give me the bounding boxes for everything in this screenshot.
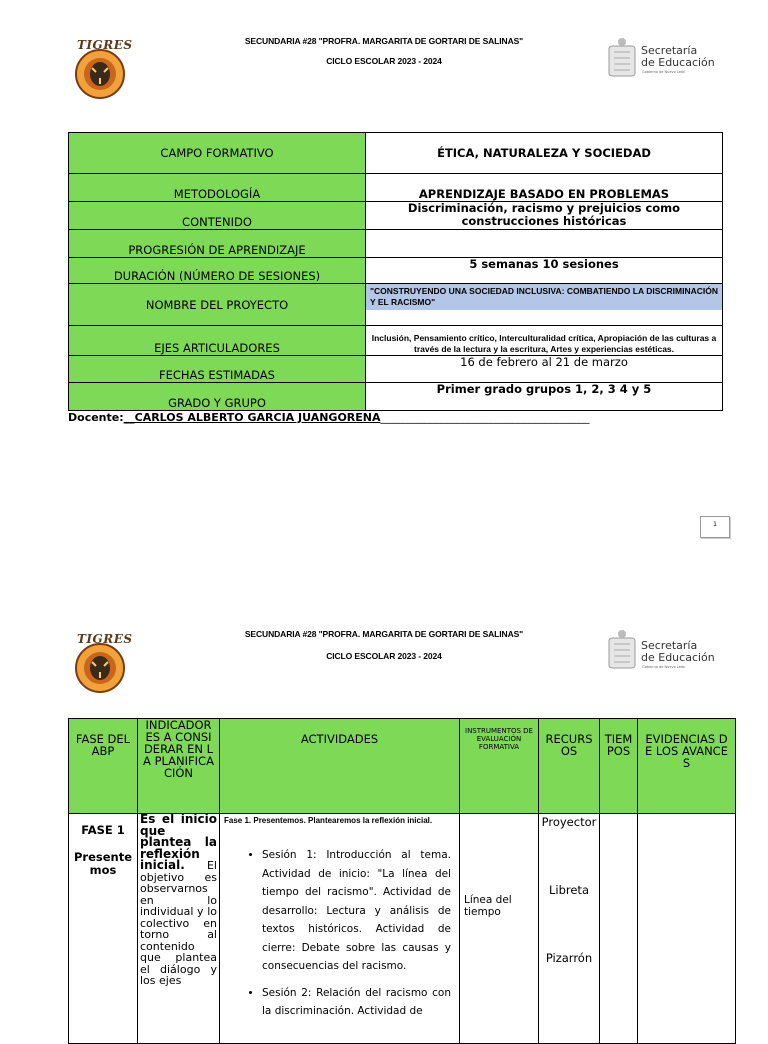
value-nombre-proyecto-cell xyxy=(366,284,723,326)
header-actividades: ACTIVIDADES xyxy=(220,719,460,814)
recurso-item: Pizarrón xyxy=(545,951,593,965)
label-duracion: DURACIÓN (NÚMERO DE SESIONES) xyxy=(69,258,366,284)
school-name: SECUNDARIA #28 "PROFRA. MARGARITA DE GORTARI DE SALINAS" xyxy=(244,629,524,639)
indicador-text: El objetivo es observarnos en lo individual y lo colectivo en torno al contenido que plantea el diálogo y los ejes xyxy=(140,859,217,987)
recurso-item: Libreta xyxy=(548,883,589,897)
value-metodologia: APRENDIZAJE BASADO EN PROBLEMAS xyxy=(366,174,723,202)
government-seal-icon xyxy=(606,36,638,80)
session-list xyxy=(224,846,455,1021)
value-ejes-cell xyxy=(366,326,723,356)
page-number: 1 xyxy=(700,516,730,538)
school-cycle: CICLO ESCOLAR 2023 - 2024 xyxy=(326,651,442,661)
instrumento-cell xyxy=(460,814,539,1044)
school-name: SECUNDARIA #28 "PROFRA. MARGARITA DE GORTARI DE SALINAS" xyxy=(244,36,524,46)
logo-text: TIGRES xyxy=(77,38,133,52)
project-info-table xyxy=(68,132,723,411)
secretaria-line-1: Secretaría xyxy=(641,639,698,652)
secretaria-line-1: Secretaría xyxy=(641,44,698,57)
secretaria-line-2: de Educación xyxy=(641,56,715,69)
indicador-bold: Es el inicio que plantea la reflexión inicial. xyxy=(140,812,217,872)
value-duracion: 5 semanas 10 sesiones xyxy=(366,258,723,284)
label-metodologia: METODOLOGÍA xyxy=(69,174,366,202)
header-tiempos: TIEMPOS xyxy=(600,719,638,814)
value-nombre-proyecto: "CONSTRUYENDO UNA SOCIEDAD INCLUSIVA: COMBATIENDO LA DISCRIMINACIÓN Y EL RACISMO" xyxy=(366,284,722,310)
docente-line xyxy=(68,411,590,424)
fase-title: FASE 1 xyxy=(81,823,125,837)
instrumento-text: Línea del tiempo xyxy=(464,894,512,918)
evidencias-cell xyxy=(638,814,736,1044)
session-item: • Sesión 1: Introducción al tema. Actividad de inicio: "La línea del tiempo del racismo". Actividad de desarrollo: Lectura y análisis de textos históricos. Actividad de cierre: Debate sobre las causas y consecuencias del racismo. xyxy=(262,846,455,976)
session-item: • Sesión 2: Relación del racismo con la discriminación. Actividad de xyxy=(262,984,455,1021)
header-fase: FASE DEL ABP xyxy=(69,719,138,814)
header-instrumentos: INSTRUMENTOS DE EVALUACIÓN FORMATIVA xyxy=(460,719,539,814)
value-fechas: 16 de febrero al 21 de marzo xyxy=(366,356,723,383)
docente-underline: ______________________________________ xyxy=(380,411,590,424)
secretaria-line-2: de Educación xyxy=(641,651,715,664)
planning-table xyxy=(68,718,736,1044)
header-indicadores: INDICADORES A CONSIDERAR EN LA PLANIFICACIÓN xyxy=(138,719,220,814)
docente-name: __CARLOS ALBERTO GARCIA JUANGORENA xyxy=(123,411,381,424)
label-nombre-proyecto: NOMBRE DEL PROYECTO xyxy=(69,284,366,326)
label-contenido: CONTENIDO xyxy=(69,202,366,230)
header-evidencias: EVIDENCIAS DE LOS AVANCES xyxy=(638,719,736,814)
recursos-cell xyxy=(539,814,600,1044)
label-grado: GRADO Y GRUPO xyxy=(69,383,366,411)
value-contenido: Discriminación, racismo y prejuicios como construcciones históricas xyxy=(366,202,723,230)
school-cycle: CICLO ESCOLAR 2023 - 2024 xyxy=(326,56,442,66)
tiempos-cell xyxy=(600,814,638,1044)
fase-name: Presentemos xyxy=(73,850,133,877)
value-campo-formativo: ÉTICA, NATURALEZA Y SOCIEDAD xyxy=(366,133,723,174)
header-recursos: RECURSOS xyxy=(539,719,600,814)
secretaria-line-3: Gobierno de Nuevo León xyxy=(642,665,686,669)
docente-label: Docente: xyxy=(68,411,124,424)
value-progresion xyxy=(366,230,723,258)
label-campo-formativo: CAMPO FORMATIVO xyxy=(69,133,366,174)
fase-cell xyxy=(69,814,138,1044)
logo-text: TIGRES xyxy=(77,632,133,646)
secretaria-line-3: Gobierno de Nuevo León xyxy=(642,70,686,74)
actividades-cell xyxy=(220,814,460,1044)
recurso-item: Proyector xyxy=(541,815,597,829)
label-fechas: FECHAS ESTIMADAS xyxy=(69,356,366,383)
indicador-cell xyxy=(138,814,220,1044)
government-seal-icon xyxy=(606,628,638,672)
phase-title: Fase 1. Presentemos. Plantearemos la reflexión inicial. xyxy=(224,816,433,825)
value-grado: Primer grado grupos 1, 2, 3 4 y 5 xyxy=(366,383,723,411)
value-ejes: Inclusión, Pensamiento crítico, Interculturalidad crítica, Apropiación de las culturas a través de la lectura y la escritura, Artes y experiencias estéticas. xyxy=(371,333,717,354)
label-progresion: PROGRESIÓN DE APRENDIZAJE xyxy=(69,230,366,258)
label-ejes: EJES ARTICULADORES xyxy=(69,326,366,356)
